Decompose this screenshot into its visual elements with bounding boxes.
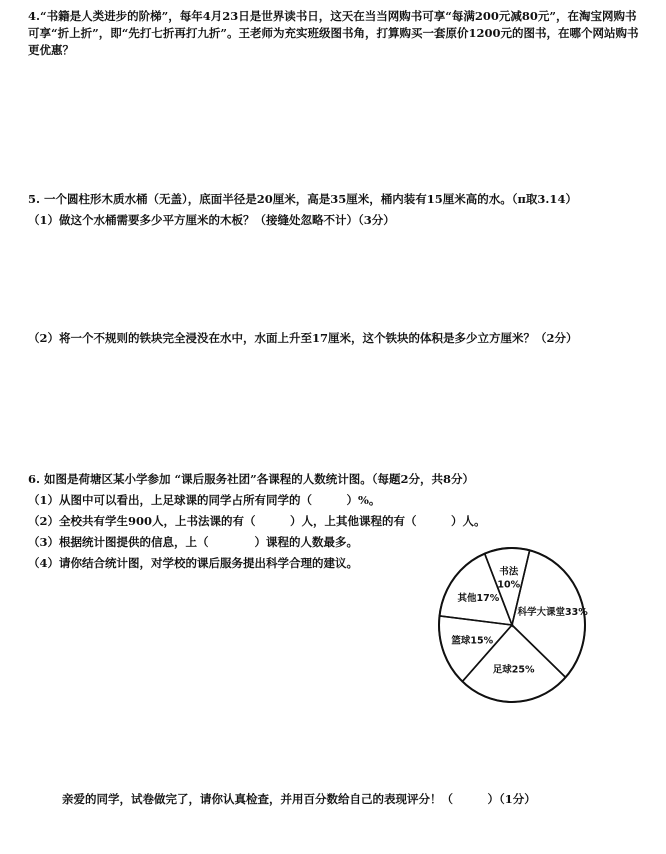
question-6-stem: 6. 如图是荷塘区某小学参加 “课后服务社团”各课程的人数统计图。（每题2分，共8分） xyxy=(28,472,474,486)
question-5-part-1: （1）做这个水桶需要多少平方厘米的木板？（接缝处忽略不计）（3分） xyxy=(28,213,395,227)
pie-value-calligraphy: 10% xyxy=(497,579,521,591)
question-4-text: 4.“书籍是人类进步的阶梯”，每年4月23日是世界读书日，这天在当当网购书可享“每满200元减80元”，在淘宝网购书可享“折上折”，即“先打七折再打九折”。王老师为充实班级图书角，打算购买一套原价1200元的图书，在哪个网站购书更优惠？ xyxy=(28,9,639,57)
question-5-stem: 5. 一个圆柱形木质水桶（无盖），底面半径是20厘米，高是35厘米，桶内装有15厘米高的水。（π取3.14） xyxy=(28,192,577,206)
pie-label-football: 足球25% xyxy=(492,664,535,676)
pie-label-calligraphy: 书法 xyxy=(499,566,519,578)
question-6-part-1: （1）从图中可以看出，上足球课的同学占所有同学的（ ）%。 xyxy=(28,493,381,507)
pie-label-other: 其他17% xyxy=(457,592,500,604)
question-6-part-3: （3）根据统计图提供的信息，上（ ）课程的人数最多。 xyxy=(28,535,358,549)
question-5-part-2: （2）将一个不规则的铁块完全浸没在水中，水面上升至17厘米，这个铁块的体积是多少立方厘米？（2分） xyxy=(28,331,578,345)
pie-label-science-class: 科学大课堂33% xyxy=(517,607,588,619)
closing-note: 亲爱的同学，试卷做完了，请你认真检查，并用百分数给自己的表现评分！（ ）（1分） xyxy=(62,792,536,806)
question-6-part-4: （4）请你结合统计图，对学校的课后服务提出科学合理的建议。 xyxy=(28,556,358,570)
question-6-part-2: （2）全校共有学生900人，上书法课的有（ ）人，上其他课程的有（ ）人。 xyxy=(28,514,486,528)
pie-label-basketball: 篮球15% xyxy=(451,635,494,647)
course-pie-chart xyxy=(436,545,590,705)
